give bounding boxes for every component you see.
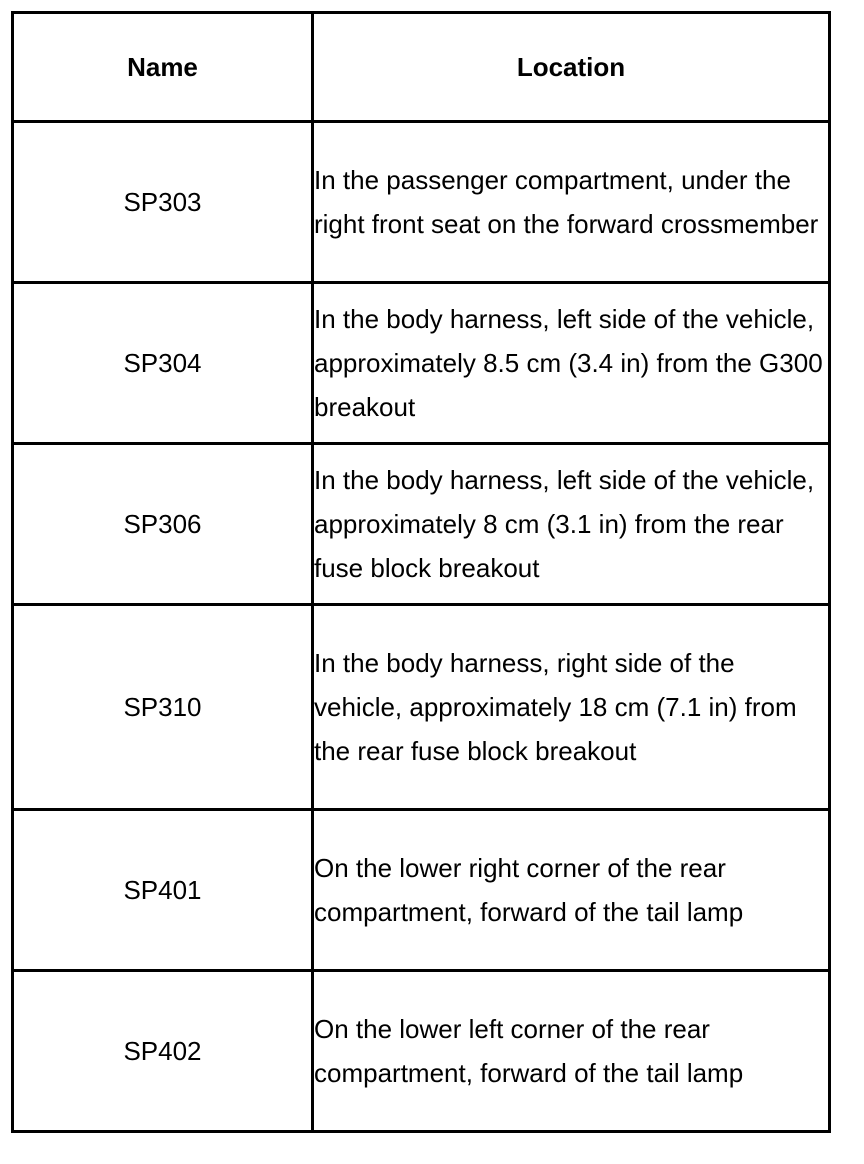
table-row [13, 810, 830, 971]
table-row [13, 122, 830, 283]
table-row [13, 444, 830, 605]
column-header-location: Location [313, 13, 830, 122]
splice-location-cell: In the body harness, left side of the vehicle, approximately 8 cm (3.1 in) from the rear fuse block breakout [313, 444, 830, 605]
splice-name-cell: SP402 [13, 971, 313, 1132]
splice-name-cell: SP304 [13, 283, 313, 444]
table-row [13, 283, 830, 444]
splice-name-cell: SP306 [13, 444, 313, 605]
table-row [13, 971, 830, 1132]
column-header-name: Name [13, 13, 313, 122]
splice-location-cell: In the passenger compartment, under the right front seat on the forward crossmember [313, 122, 830, 283]
table-row [13, 605, 830, 810]
splice-location-cell: In the body harness, left side of the vehicle, approximately 8.5 cm (3.4 in) from the G300 breakout [313, 283, 830, 444]
splice-pack-table [11, 11, 831, 1133]
table-header-row [13, 13, 830, 122]
splice-location-cell: On the lower left corner of the rear compartment, forward of the tail lamp [313, 971, 830, 1132]
splice-name-cell: SP303 [13, 122, 313, 283]
splice-name-cell: SP310 [13, 605, 313, 810]
splice-location-cell: On the lower right corner of the rear compartment, forward of the tail lamp [313, 810, 830, 971]
splice-name-cell: SP401 [13, 810, 313, 971]
splice-location-cell: In the body harness, right side of the vehicle, approximately 18 cm (7.1 in) from the rear fuse block breakout [313, 605, 830, 810]
